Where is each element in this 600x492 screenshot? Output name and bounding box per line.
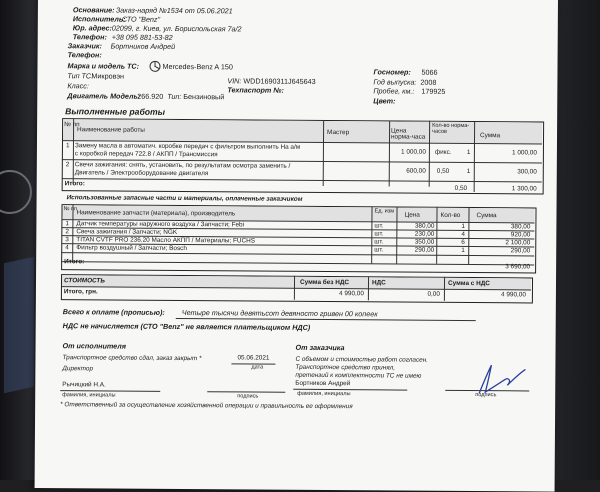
parts-row-unit: шт. (374, 246, 384, 254)
parts-row-sum: 380,00 (510, 223, 531, 231)
works-col-name: Наименование работы (77, 126, 145, 134)
executor-sign-caption: подпись (237, 393, 259, 400)
parts-row-no: 3 (65, 236, 69, 244)
works-row-name-line1: Свечи зажигания: снять, установить, по результатам осмотра заменить / (74, 161, 291, 170)
type-value: Микровэн (91, 71, 125, 81)
parts-col-unit: Ед. изм (374, 208, 395, 215)
cost-no-vat-value: 4 990,00 (339, 290, 364, 298)
works-row-qty2: 1 (466, 167, 471, 176)
parts-row-price: 230,00 (414, 230, 435, 238)
cost-col-with-vat: Сумма с НДС (447, 279, 490, 288)
customer-label: Заказчик: (67, 41, 102, 51)
executor-value: СТО "Benz" (121, 14, 161, 24)
parts-row-name: Фильтр воздушный / Запчасти; Bosch (76, 244, 187, 253)
background-strip (4, 257, 34, 393)
works-row-price: 600,00 (406, 167, 426, 175)
works-row-name-line1: Замену масла в автоматич. коробке передач с фильтром выполнить На а/м (74, 142, 301, 151)
works-total-qty: 0,50 (454, 184, 468, 193)
type-label: Тип ТС: (67, 71, 94, 81)
parts-row-price: 350,00 (414, 238, 435, 246)
words-label: Всего к оплате (прописью): (62, 307, 165, 317)
works-row-qty2: 1 (466, 148, 471, 157)
document-sheet (35, 0, 558, 492)
cost-title: СТОИМОСТЬ (63, 277, 105, 285)
mileage-value: 179925 (421, 86, 446, 96)
parts-row-qty: 1 (461, 246, 465, 254)
basis-value: Заказ-наряд №1534 от 05.06.2021 (115, 5, 233, 16)
parts-row-qty: 6 (461, 238, 465, 246)
disclaimer: * Ответственный за осуществление хозяйственной операции и правильность ее оформления (60, 401, 353, 411)
parts-row-name: Датчик температуры наружного воздуха / Запчасти; Febi (76, 220, 245, 229)
works-col-qty: Кол-во норма-часов (432, 122, 470, 135)
basis-label: Основание: (72, 5, 115, 15)
class-label: Класс: (67, 81, 89, 91)
plate-label: Госномер: (373, 67, 411, 77)
works-row-price: 1 000,00 (401, 148, 426, 156)
parts-row-qty: 1 (461, 222, 465, 230)
parts-row-unit: шт. (374, 230, 384, 238)
executor-name: Рычицкий Н.А. (62, 381, 106, 389)
works-total-sum: 1 300,00 (511, 185, 537, 193)
words-value: Четыре тысячи девятьсот девяносто гривен 00 копеек (181, 308, 378, 319)
parts-col-sum: Сумма (476, 212, 497, 220)
works-row-sum: 300,00 (517, 168, 537, 176)
address-label: Юр. адрес: (72, 23, 112, 33)
works-row-no: 2 (65, 161, 70, 169)
date-caption: дата (251, 364, 264, 371)
parts-row-name: Свеча зажигания / Запчасти; NGK (76, 228, 178, 236)
vin-value: WDD1690311J645643 (243, 76, 316, 86)
parts-row-price: 380,00 (414, 222, 435, 230)
customer-signature (475, 361, 537, 397)
customer-text-2: Транспортное средство принял, (295, 363, 396, 372)
handover-date: 05.06.2021 (237, 354, 270, 362)
mileage-label: Пробег, км.: (373, 86, 415, 96)
director: Директор (62, 365, 94, 373)
parts-section-title: Использованные запасные части и материалы, оплаченные заказчиком (66, 194, 303, 203)
executor-name-caption: фамилия, инициалы (62, 392, 116, 399)
executor-heading: От исполнителя (62, 341, 127, 351)
passport-label: Техпаспорт №: (227, 85, 284, 95)
parts-total-sum: 3 690,00 (505, 263, 531, 271)
works-section-title: Выполненные работы (65, 106, 166, 117)
car-logo-shape (0, 170, 32, 214)
plate-value: 5066 (421, 67, 438, 77)
vat-note: НДС не начисляется (СТО "Benz" не является плательщиком НДС) (62, 321, 311, 332)
handover-text: Транспортное средство сдал, заказ закрыт * (62, 354, 202, 363)
works-col-no: № пп (64, 121, 80, 129)
customer-text-1: С объемом и стоимостью работ согласен. (295, 355, 429, 364)
works-col-price: Цена норма-часа (390, 127, 426, 142)
color-label: Цвет: (373, 96, 396, 106)
parts-row-qty: 4 (461, 230, 465, 238)
model-value: Mercedes-Benz A 150 (162, 61, 233, 72)
works-row-qty: 0,50 (436, 167, 450, 175)
parts-row-unit: шт. (374, 222, 384, 230)
cost-vat-value: 0,00 (427, 290, 440, 298)
customer-phone-label: Телефон: (67, 50, 102, 60)
parts-col-name: Наименование запчасти (материала), производитель (76, 209, 236, 218)
cost-col-no-vat: Сумма без НДС (299, 278, 350, 287)
phone-label: Телефон: (72, 32, 107, 42)
customer-heading: От заказчика (295, 342, 345, 353)
customer-name-caption: фамилия, инициалы (297, 390, 351, 398)
parts-col-no: № пп (63, 206, 78, 213)
parts-row-no: 2 (65, 228, 69, 236)
works-row-qty: фикс. (434, 148, 452, 156)
parts-row-price: 290,00 (414, 246, 435, 254)
address-value: 02099, г. Киев, ул. Бориспольская 7а/2 (111, 23, 242, 34)
customer-name: Бортников Андрей (295, 379, 351, 388)
vin-label: VIN: (227, 76, 242, 86)
year-value: 2008 (420, 77, 437, 87)
cost-total-label: Итого, грн. (63, 288, 98, 296)
works-col-sum: Сумма (480, 132, 501, 140)
parts-total-label: Итого: (64, 258, 85, 266)
executor-label: Исполнитель: (72, 14, 126, 24)
mercedes-logo-icon (149, 61, 160, 72)
model-label: Марка и модель ТС: (67, 61, 140, 71)
works-row-name-line2: Двигатель / Электрооборудование двигателя (74, 169, 209, 178)
works-row-sum: 1 000,00 (512, 149, 537, 157)
engine-label: Двигатель Модель: (67, 91, 141, 101)
parts-row-name: TITAN CVTF PRO 236.20 Масло АКПП / Материалы; FUCHS (76, 236, 256, 245)
fuel-label: Тип: (167, 91, 182, 102)
parts-row-unit: шт. (374, 238, 384, 246)
phone-value: +38 095 881-53-82 (111, 32, 173, 42)
works-col-master: Мастер (327, 129, 350, 137)
cost-with-vat-value: 4 990,00 (501, 291, 526, 299)
customer-value: Бортников Андрей (110, 41, 176, 51)
parts-row-no: 1 (65, 220, 69, 228)
works-row-no: 1 (65, 142, 70, 150)
fuel-value: Бензиновый (183, 92, 225, 102)
cost-col-vat: НДС (371, 279, 386, 287)
parts-row-sum: 920,00 (510, 231, 531, 239)
works-row-name-line2: с коробкой передач 722.8 / АКПП / Трансмиссия (74, 150, 218, 159)
year-label: Год выпуска: (373, 77, 417, 87)
customer-text-3: претензий к комплектности ТС не имею (295, 371, 422, 380)
parts-row-sum: 2 100,00 (505, 239, 531, 247)
customer-sign-caption: подпись (475, 392, 497, 399)
engine-model: 266.920 (137, 91, 164, 101)
parts-col-price: Цена (404, 211, 420, 219)
works-total-label: Итого: (64, 180, 85, 188)
parts-col-qty: Кол-во (440, 211, 461, 219)
parts-row-sum: 290,00 (510, 247, 531, 255)
parts-row-no: 4 (65, 244, 69, 252)
